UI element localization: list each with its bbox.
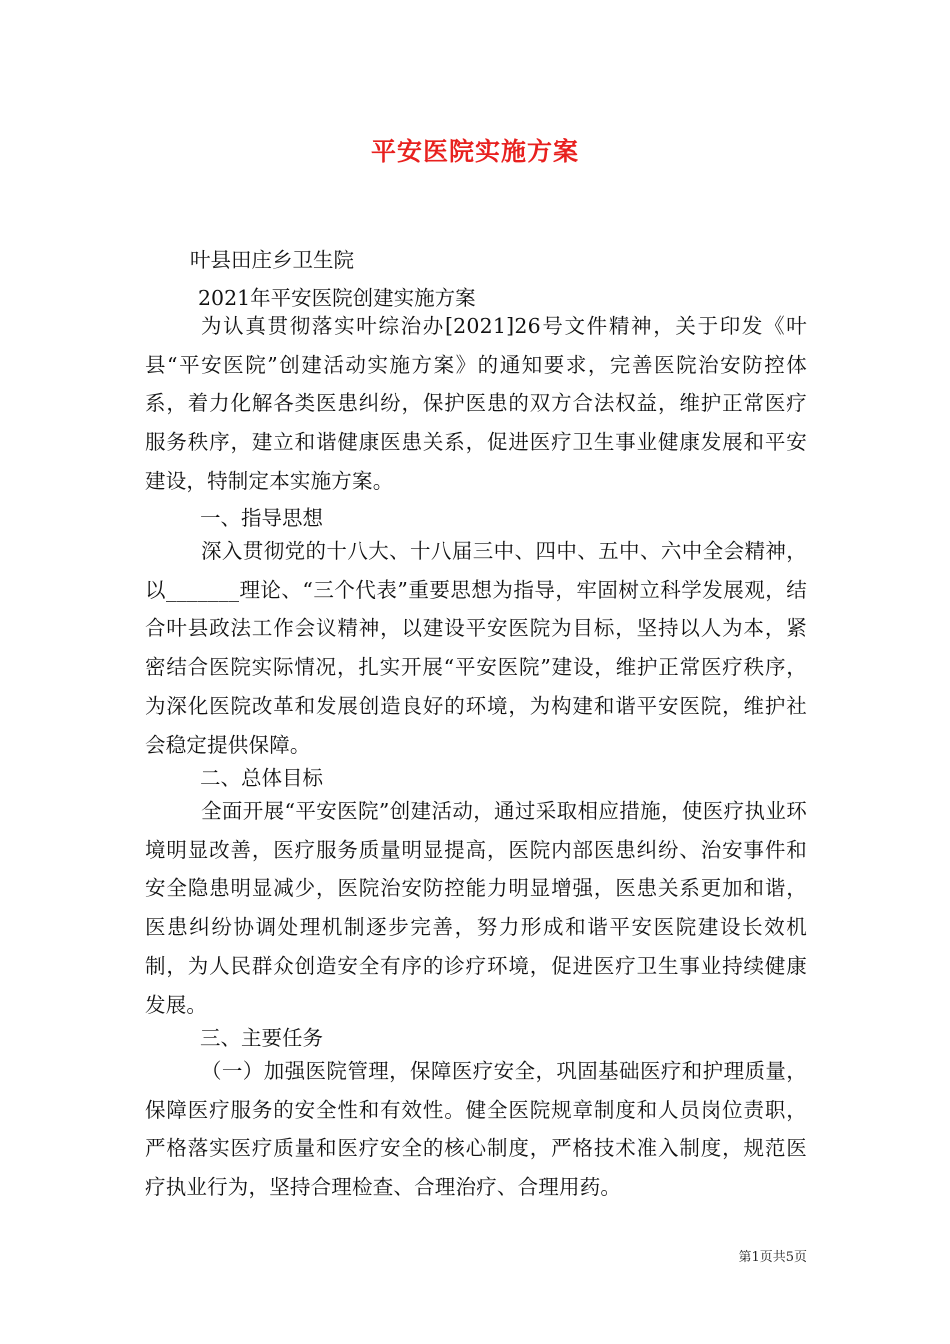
section-body-overall-goals: 全面开展“平安医院”创建活动，通过采取相应措施，使医疗执业环境明显改善，医疗服务质量明显提高，医院内部医患纠纷、治安事件和安全隐患明显减少，医院治安防控能力明显增强，医患关系更加和谐，医患纠纷协调处理机制逐步完善，努力形成和谐平安医院建设长效机制，为人民群众创造安全有序的诊疗环境，促进医疗卫生事业持续健康发展。 (145, 799, 807, 1017)
page-title: 平安医院实施方案 (370, 137, 579, 166)
section-heading-main-tasks: 三、主要任务 (200, 1026, 323, 1050)
organization-line: 叶县田庄乡卫生院 (190, 248, 354, 272)
section-body-main-tasks-item-1: （一）加强医院管理，保障医疗安全，巩固基础医疗和护理质量，保障医疗服务的安全性和有效性。健全医院规章制度和人员岗位责职，严格落实医疗质量和医疗安全的核心制度，严格技术准入制度，规范医疗执业行为，坚持合理检查、合理治疗、合理用药。 (145, 1059, 807, 1200)
page-indicator: 第1页共5页 (738, 1250, 807, 1265)
intro-paragraph: 为认真贯彻落实叶综治办[2021]26号文件精神，关于印发《叶县“平安医院”创建活动实施方案》的通知要求，完善医院治安防控体系，着力化解各类医患纠纷，保护医患的双方合法权益，维护正常医疗服务秩序，建立和谐健康医患关系，促进医疗卫生事业健康发展和平安建设，特制定本实施方案。 (145, 314, 807, 493)
section-heading-overall-goals: 二、总体目标 (200, 766, 323, 790)
section-body-guiding-ideology: 深入贯彻党的十八大、十八届三中、四中、五中、六中全会精神，以_______理论、“三个代表”重要思想为指导，牢固树立科学发展观，结合叶县政法工作会议精神，以建设平安医院为目标，坚持以人为本，紧密结合医院实际情况，扎实开展“平安医院”建设，维护正常医疗秩序，为深化医院改革和发展创造良好的环境，为构建和谐平安医院，维护社会稳定提供保障。 (145, 539, 807, 757)
section-heading-guiding-ideology: 一、指导思想 (200, 506, 323, 530)
plan-subtitle-line: 2021年平安医院创建实施方案 (198, 286, 476, 310)
